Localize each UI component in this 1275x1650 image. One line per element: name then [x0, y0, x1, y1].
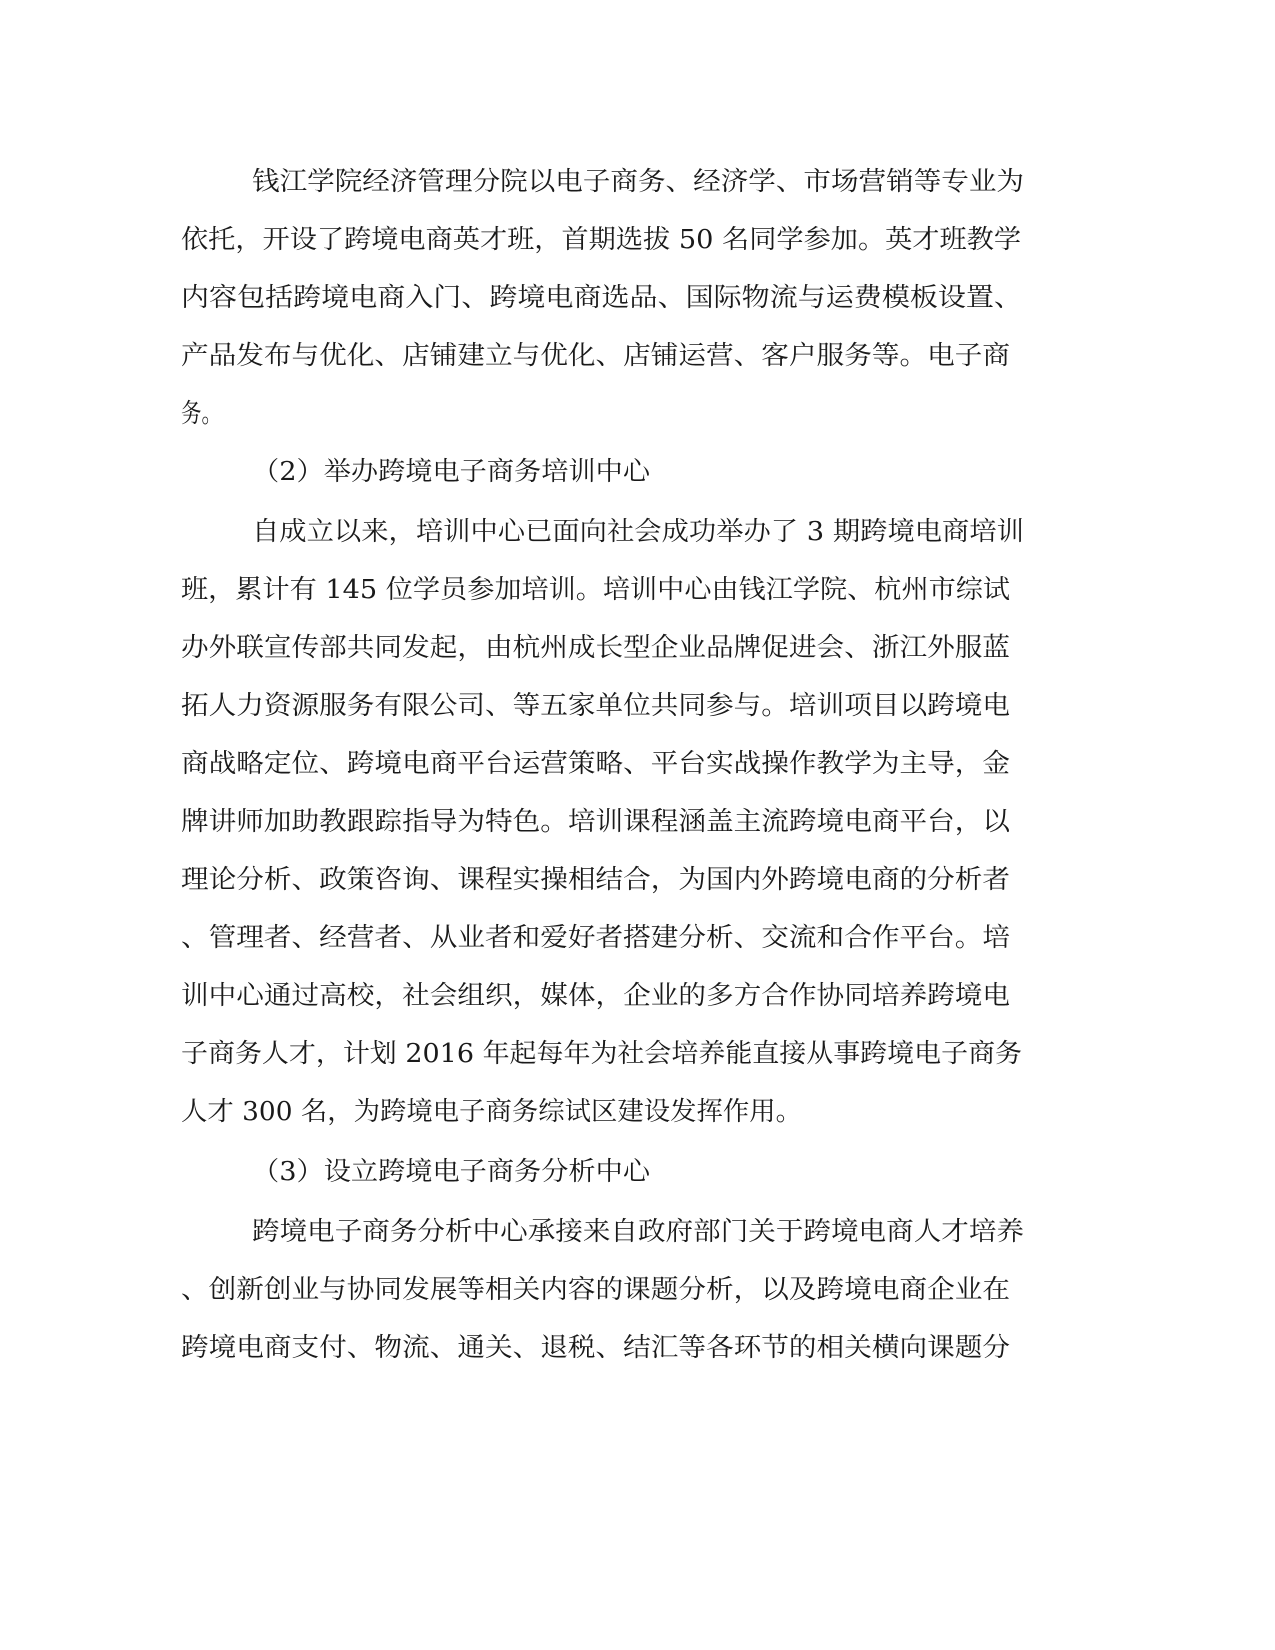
paragraph-line	[0, 628, 1275, 668]
paragraph-line	[0, 744, 1275, 784]
line-text: 自成立以来，培训中心已面向社会成功举办了 3 期跨境电商培训	[252, 517, 1024, 547]
line-text: 人才 300 名，为跨境电子商务综试区建设发挥作用。	[181, 1097, 802, 1127]
line-text: 跨境电商支付、物流、通关、退税、结汇等各环节的相关横向课题分	[181, 1333, 1011, 1363]
section-heading	[0, 452, 1275, 492]
paragraph-line	[0, 1034, 1275, 1074]
line-text: 钱江学院经济管理分院以电子商务、经济学、市场营销等专业为	[252, 167, 1024, 197]
line-text: 、创新创业与协同发展等相关内容的课题分析，以及跨境电商企业在	[181, 1275, 1011, 1305]
line-text: 理论分析、政策咨询、课程实操相结合，为国内外跨境电商的分析者	[181, 865, 1011, 895]
line-text: 依托，开设了跨境电商英才班，首期选拔 50 名同学参加。英才班教学	[181, 225, 1022, 255]
paragraph-line	[0, 336, 1275, 376]
paragraph-line	[0, 1212, 1275, 1252]
paragraph-line	[0, 512, 1275, 552]
paragraph-line	[0, 1328, 1275, 1368]
line-text: 务。	[181, 399, 222, 429]
paragraph-line	[0, 278, 1275, 318]
paragraph-line	[0, 918, 1275, 958]
heading-text: （2）举办跨境电子商务培训中心	[252, 457, 651, 487]
line-text: 子商务人才，计划 2016 年起每年为社会培养能直接从事跨境电子商务	[181, 1039, 1023, 1069]
paragraph-line	[0, 802, 1275, 842]
paragraph-line	[0, 1092, 1275, 1132]
paragraph-line	[0, 860, 1275, 900]
line-text: 牌讲师加助教跟踪指导为特色。培训课程涵盖主流跨境电商平台，以	[181, 807, 1011, 837]
paragraph-line	[0, 220, 1275, 260]
paragraph-line	[0, 1270, 1275, 1310]
paragraph-line	[0, 976, 1275, 1016]
line-text: 产品发布与优化、店铺建立与优化、店铺运营、客户服务等。电子商	[181, 341, 1011, 371]
paragraph-line	[0, 394, 1275, 434]
line-text: 、管理者、经营者、从业者和爱好者搭建分析、交流和合作平台。培	[181, 923, 1011, 953]
line-text: 内容包括跨境电商入门、跨境电商选品、国际物流与运费模板设置、	[181, 283, 1023, 313]
paragraph-line	[0, 162, 1275, 202]
line-text: 商战略定位、跨境电商平台运营策略、平台实战操作教学为主导，金	[181, 749, 1011, 779]
heading-text: （3）设立跨境电子商务分析中心	[252, 1157, 651, 1187]
paragraph-line	[0, 686, 1275, 726]
line-text: 班，累计有 145 位学员参加培训。培训中心由钱江学院、杭州市综试	[181, 575, 1011, 605]
line-text: 训中心通过高校，社会组织，媒体，企业的多方合作协同培养跨境电	[181, 981, 1011, 1011]
line-text: 拓人力资源服务有限公司、等五家单位共同参与。培训项目以跨境电	[181, 691, 1011, 721]
line-text: 跨境电子商务分析中心承接来自政府部门关于跨境电商人才培养	[252, 1217, 1024, 1247]
paragraph-line	[0, 570, 1275, 610]
section-heading	[0, 1152, 1275, 1192]
line-text: 办外联宣传部共同发起，由杭州成长型企业品牌促进会、浙江外服蓝	[181, 633, 1011, 663]
